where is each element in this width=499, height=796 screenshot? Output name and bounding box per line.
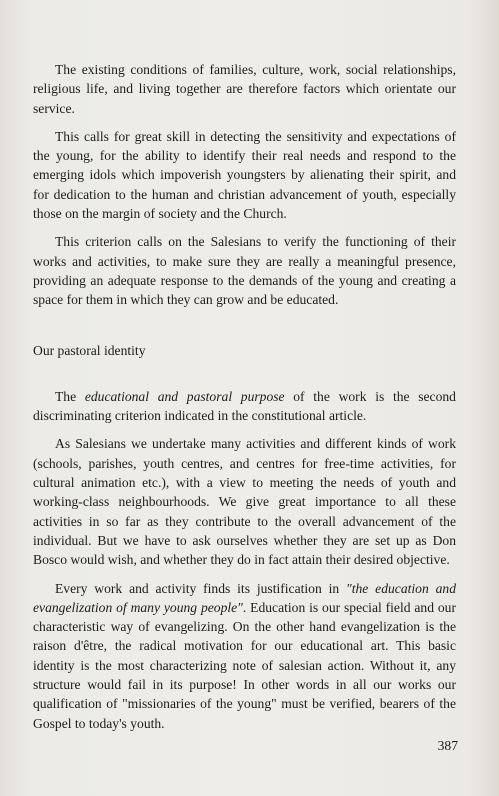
- section-heading: Our pastoral identity: [33, 342, 146, 358]
- text-body: [33, 60, 456, 733]
- paragraph-6-emphasis: "the education and evangelization of many young people": [33, 580, 456, 615]
- paragraph-5: As Salesians we undertake many activities and different kinds of work (schools, parishes, youth centres, and centres for free-time activities, for cultural animation etc.), with a view to meeting the needs of youth and working-class neighbourhoods. We give great importance to all these activities in so far as they contribute to the overall advancement of the individual. But we have to ask ourselves whether they are set up as Don Bosco would wish, and whether they do in fact attain their desired objective.: [33, 436, 456, 568]
- paragraph-4-emphasis: educational and pastoral purpose: [84, 388, 285, 404]
- page-number: 387: [437, 738, 458, 753]
- paragraph-4-tail: of the work is the second discriminating criterion indicated in the constitutional article.: [33, 388, 456, 424]
- paragraph-4-lead: The: [55, 388, 85, 404]
- paragraph-6-tail: . Education is our special field and our characteristic way of evangelizing. On the other hand evangelization is the raison d'être, the radical motivation for our educational art. This basic identity is the most characterizing note of salesian action. Without it, any structure would fail in its purpose! In other words in all our works our qualification of "missionaries of the young" must be verified, bearers of the Gospel to today's youth.: [33, 599, 456, 731]
- paragraph-6-lead: Every work and activity finds its justification in: [55, 580, 347, 596]
- paragraph-3: This criterion calls on the Salesians to verify the functioning of their works and activities, to make sure they are really a meaningful presence, providing an adequate response to the demands of the young and creating a space for them in which they can grow and be educated.: [33, 234, 456, 308]
- paragraph-4: [33, 387, 456, 426]
- paragraph-2: This calls for great skill in detecting the sensitivity and expectations of the young, for the ability to identify their real needs and respond to the emerging idols which impoverish youngsters by alienating their spirit, and for dedication to the human and christian advancement of youth, especially those on the margin of society and the Church.: [33, 128, 456, 222]
- paragraph-6: [33, 579, 456, 733]
- paragraph-1: The existing conditions of families, culture, work, social relationships, religious life, and living together are therefore factors which orientate our service.: [33, 62, 456, 116]
